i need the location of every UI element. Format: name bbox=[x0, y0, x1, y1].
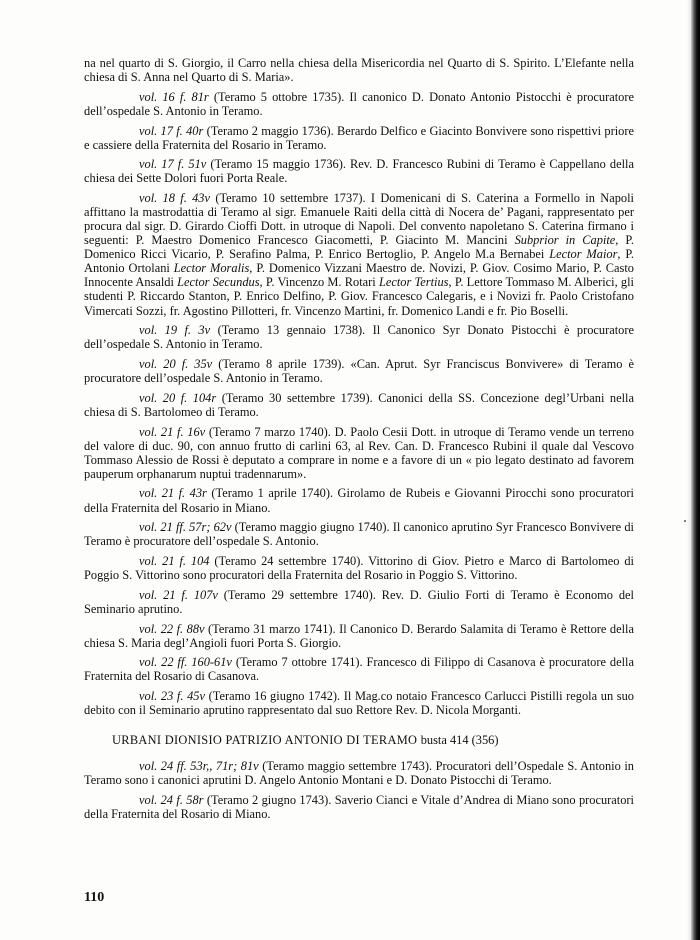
entry-reference: vol. 20 f. 104r bbox=[139, 390, 217, 405]
entry bbox=[84, 588, 634, 616]
entry-reference: vol. 18 f. 43v bbox=[139, 191, 210, 206]
entry-reference: vol. 21 f. 16v bbox=[139, 424, 206, 439]
entry-reference: vol. 21 f. 43r bbox=[139, 486, 207, 501]
entry bbox=[84, 425, 634, 481]
entry-text-italic: Subprior in Capite bbox=[514, 233, 616, 248]
section-heading-busta: busta 414 (356) bbox=[420, 733, 499, 748]
entry-text: (Teramo 29 settembre 1740). Rev. D. Giulio Forti di Teramo è Economo del Seminario aprutino. bbox=[84, 587, 634, 616]
entry-text-part: , P. Vincenzo M. Rotari bbox=[259, 275, 379, 290]
entry bbox=[84, 759, 634, 787]
entry bbox=[84, 191, 634, 317]
section-heading-title: URBANI DIONISIO PATRIZIO ANTONIO DI TERAMO bbox=[112, 733, 418, 748]
entry-reference: vol. 22 ff. 160-61v bbox=[139, 655, 232, 670]
entry-text: (Teramo 24 settembre 1740). Vittorino di Giov. Pietro e Marco di Bartolomeo di Poggio S. Vittorino sono procuratori della Fraternita del Rosario in Poggio S. Vittorino. bbox=[84, 554, 634, 583]
entry-reference: vol. 21 f. 104 bbox=[139, 554, 210, 569]
entry-text: (Teramo 8 aprile 1739). «Can. Aprut. Syr Franciscus Bonvivere» di Teramo è procuratore dell’ospedale S. Antonio in Teramo. bbox=[84, 357, 634, 386]
entry bbox=[84, 622, 634, 650]
entry-text: (Teramo 2 maggio 1736). Berardo Delfico e Giacinto Bonvivere sono rispettivi priore e cassiere della Fraternita del Rosario in Teramo. bbox=[84, 123, 634, 152]
entry-text: (Teramo 1 aprile 1740). Girolamo de Rubeis e Giovanni Pirocchi sono procuratori della Fraternita del Rosario in Miano. bbox=[84, 486, 634, 515]
entry bbox=[84, 689, 634, 717]
entry bbox=[84, 157, 634, 185]
entry-text: (Teramo 7 marzo 1740). D. Paolo Cesii Dott. in utroque di Teramo vende un terreno del valore di duc. 90, con annuo frutto di carlini 63, al Rev. Can. D. Francesco Rubini il quale dal Vescovo Tommaso Alessio de Rossi è deputato a comprare in nome e a favore di un « pio legato destinato ad favorem pauperum orphanarum nuptui tradennarum». bbox=[84, 424, 634, 481]
entry-text-italic: Lector Tertius bbox=[378, 275, 449, 290]
entry-reference: vol. 21 f. 107v bbox=[139, 587, 218, 602]
entry-text: (Teramo 13 gennaio 1738). Il Canonico Syr Donato Pistocchi è procuratore dell’ospedale S. Antonio in Teramo. bbox=[84, 323, 634, 352]
section-heading bbox=[84, 733, 634, 747]
entry-text-italic: Lector Secundus bbox=[177, 275, 260, 290]
entry bbox=[84, 520, 634, 548]
entry-text-part: , P. Domenico Vizzani Maestro de. Novizi, P. Giov. Cosimo Mario, P. Casto Innocente Ansaldi bbox=[84, 261, 634, 290]
entry-text: (Teramo 30 settembre 1739). Canonici della SS. Concezione degl’Urbani nella chiesa di S. Bartolomeo di Teramo. bbox=[84, 390, 635, 419]
entry-text: (Teramo maggio settembre 1743). Procuratori dell’Ospedale S. Antonio in Teramo sono i canonici aprutini D. Angelo Antonio Montani e D. Donato Pistocchi di Teramo. bbox=[84, 759, 634, 788]
entry bbox=[84, 124, 634, 152]
entry-text: (Teramo 7 ottobre 1741). Francesco di Filippo di Casanova è procuratore della Fraternita del Rosario di Casanova. bbox=[84, 655, 634, 684]
entry bbox=[84, 793, 634, 821]
entry bbox=[84, 655, 634, 683]
entry-reference: vol. 24 ff. 53r,, 71r; 81v bbox=[139, 759, 259, 774]
entry-text: na nel quarto di S. Giorgio, il Carro nella chiesa della Misericordia nel Quarto di S. Spirito. L’Elefante nella chiesa di S. Anna nel Quarto di S. Maria». bbox=[84, 56, 634, 85]
page-number: 110 bbox=[84, 890, 105, 905]
entry-reference: vol. 23 f. 45v bbox=[139, 689, 205, 704]
entry-text: (Teramo 15 maggio 1736). Rev. D. Francesco Rubini di Teramo è Cappellano della chiesa dei Sette Dolori fuori Porta Reale. bbox=[84, 157, 634, 186]
entry bbox=[84, 391, 634, 419]
entry-reference: vol. 17 f. 51v bbox=[139, 157, 207, 172]
entry-text-part: , P. Antonio Ortolani bbox=[84, 247, 634, 276]
entry-text: (Teramo 2 giugno 1743). Saverio Cianci e Vitale d’Andrea di Miano sono procuratori della Fraternita del Rosario di Miano. bbox=[84, 793, 634, 822]
entry bbox=[84, 323, 634, 351]
entry-text-italic: Lector Moralis bbox=[173, 261, 250, 276]
binding-edge bbox=[691, 0, 700, 940]
entry-reference: vol. 22 f. 88v bbox=[139, 621, 205, 636]
entry bbox=[84, 90, 634, 118]
entry-text: (Teramo 31 marzo 1741). Il Canonico D. Berardo Salamita di Teramo è Rettore della chiesa S. Maria degl’Angioli fuori Porta S. Giorgio. bbox=[84, 621, 634, 650]
entry bbox=[84, 554, 634, 582]
entry-reference: vol. 17 f. 40r bbox=[139, 123, 204, 138]
entry-text: (Teramo 5 ottobre 1735). Il canonico D. Donato Antonio Pistocchi è procuratore dell’ospedale S. Antonio in Teramo. bbox=[84, 89, 634, 118]
entry-text: (Teramo maggio giugno 1740). Il canonico aprutino Syr Francesco Bonvivere di Teramo è procuratore dell’ospedale S. Antonio. bbox=[84, 520, 634, 549]
text-block bbox=[84, 56, 634, 827]
entry-reference: vol. 19 f. 3v bbox=[139, 323, 211, 338]
entry-text-part: (Teramo 10 settembre 1737). I Domenicani di S. Caterina a Formello in Napoli affittano la mastrodattia di Teramo al sigr. Emanuele Raiti della città di Nocera de’ Pagani, rappresentato per procura dal sigr. D. Girardo Cioffi Dott. in utroque di Napoli. Del convento napoletano S. Caterina firmano i seguenti: P. Maestro Domenico Francesco Giacometti, P. Giacinto M. Mancini bbox=[84, 191, 634, 248]
entry-continuation bbox=[84, 56, 634, 84]
entry-text-part: , P. Lettore Tommaso M. Alberici, gli studenti P. Riccardo Stanton, P. Enrico Delfino, P. Giov. Francesco Calegaris, e i Novizi fr. Paolo Cristofano Vimercati Sozzi, fr. Agostino Pillotteri, fr. Vincenzo Martini, fr. Domenico Landi e fr. Pio Boselli. bbox=[84, 275, 635, 318]
entry bbox=[84, 486, 634, 514]
entry-reference: vol. 20 f. 35v bbox=[139, 357, 213, 372]
entry-text-part: , P. Domenico Ricci Vicario, P. Serafino Palma, P. Enrico Bertoglio, P. Angelo M.a Bernabei bbox=[84, 233, 635, 262]
entry bbox=[84, 357, 634, 385]
entry-reference: vol. 16 f. 81r bbox=[139, 89, 209, 104]
entry-text-italic: Lector Maior bbox=[549, 247, 618, 262]
entry-text: (Teramo 16 giugno 1742). Il Mag.co notaio Francesco Carlucci Pistilli regola un suo debito con il Seminario aprutino rappresentato dal suo Rettore Rev. D. Nicola Morganti. bbox=[84, 689, 634, 718]
scan-speck bbox=[684, 520, 686, 522]
entry-reference: vol. 21 ff. 57r; 62v bbox=[139, 520, 232, 535]
entry-reference: vol. 24 f. 58r bbox=[139, 793, 204, 808]
